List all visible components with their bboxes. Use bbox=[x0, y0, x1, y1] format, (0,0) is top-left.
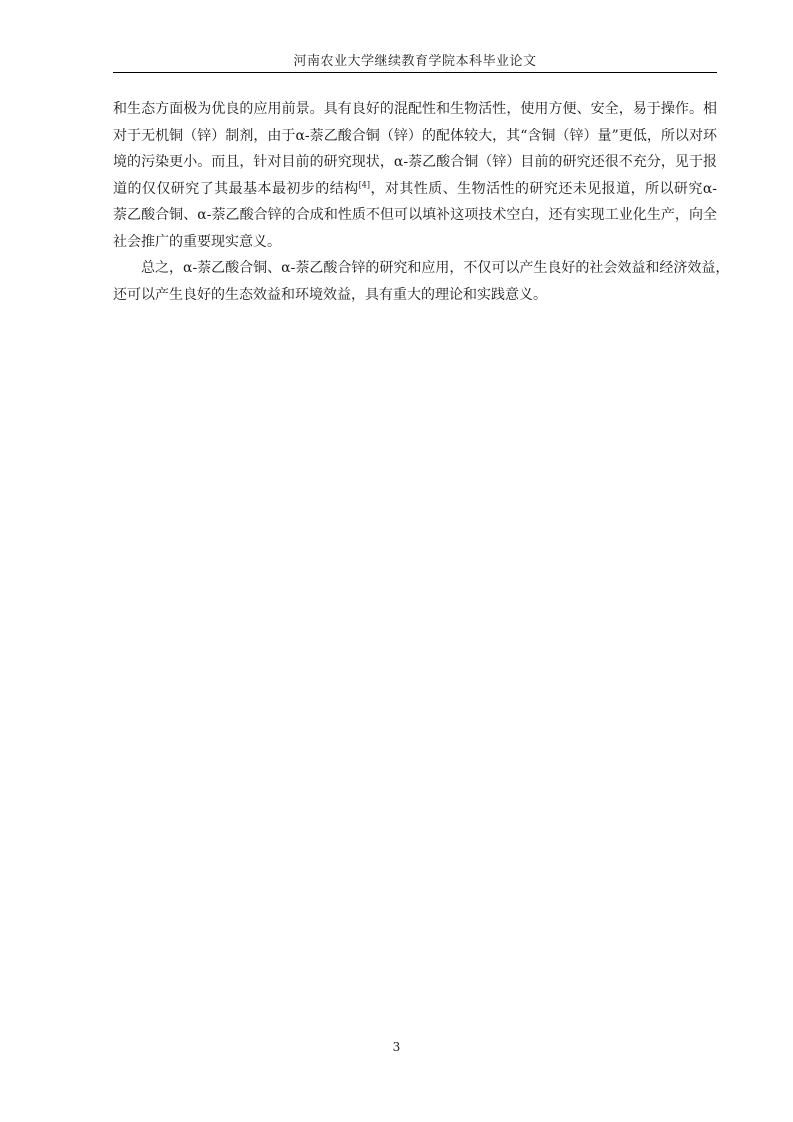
paragraph-line: 还可以产生良好的生态效益和环境效益，具有重大的理论和实践意义。 bbox=[113, 286, 547, 303]
paragraph-line: 对于无机铜（锌）制剂，由于α-萘乙酸合铜（锌）的配体较大，其“含铜（锌）量”更低，所以对环 bbox=[113, 127, 717, 144]
paragraph-2 bbox=[113, 255, 730, 308]
paragraph-line bbox=[113, 176, 717, 203]
paragraph-line: 社会推广的重要现实意义。 bbox=[113, 233, 281, 250]
paragraph-line: 境的污染更小。而且，针对目前的研究现状，α-萘乙酸合铜（锌）目前的研究还很不充分，见于报 bbox=[113, 154, 717, 170]
line-text: 道的仅仅研究了其最基本最初步的结构 bbox=[113, 180, 359, 197]
paragraph-line: 和生态方面极为优良的应用前景。具有良好的混配性和生物活性，使用方便、安全，易于操作。相 bbox=[113, 101, 717, 117]
paragraph-1 bbox=[113, 96, 717, 255]
line-text: ，对其性质、生物活性的研究还未见报道，所以研究α- bbox=[370, 180, 718, 197]
paragraph-line: 萘乙酸合铜、α-萘乙酸合锌的合成和性质不但可以填补这项技术空白，还有实现工业化生产，向全 bbox=[113, 207, 717, 223]
paragraph-line: 总之，α-萘乙酸合铜、α-萘乙酸合锌的研究和应用，不仅可以产生良好的社会效益和经济效益， bbox=[141, 260, 730, 276]
citation-reference: [4] bbox=[358, 179, 371, 189]
body-text bbox=[113, 96, 730, 308]
header-divider bbox=[113, 72, 717, 73]
page-header-title: 河南农业大学继续教育学院本科毕业论文 bbox=[293, 54, 537, 69]
page-number: 3 bbox=[392, 1040, 401, 1054]
